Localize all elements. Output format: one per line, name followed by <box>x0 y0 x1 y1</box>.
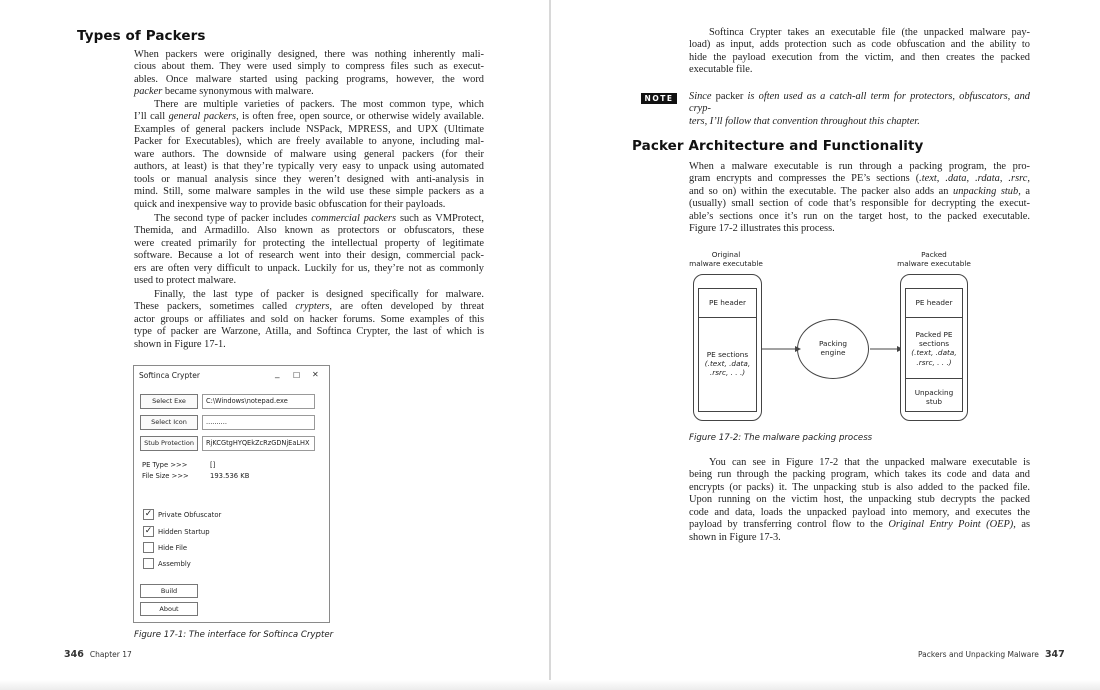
text-line: When a malware executable is run through a packing program, the pro- <box>689 161 1030 172</box>
text-line: executable file. <box>689 64 753 76</box>
text-line: You can see in Figure 17-2 that the unpacked malware executable is <box>709 457 1030 468</box>
minimize-icon[interactable]: _ <box>275 369 280 379</box>
arrow-to-engine-head <box>795 346 801 352</box>
stub-protection-button[interactable]: Stub Protection <box>140 436 198 451</box>
text-line: (usually) small section of code that’s responsible for decrypting the execut- <box>689 198 1030 210</box>
private-obfuscator-checkbox[interactable]: ✓ <box>144 509 153 519</box>
text-line: ables. Once malware started using packing programs, however, the word <box>134 73 484 85</box>
paragraph-1 <box>134 49 484 99</box>
hidden-startup-label: Hidden Startup <box>158 528 210 536</box>
note-text <box>689 91 1030 128</box>
text-line: packer became synonymous with malware. <box>134 86 314 98</box>
assembly-label: Assembly <box>158 560 191 568</box>
figure-17-1-caption: Figure 17-1: The interface for Softinca Crypter <box>134 630 334 640</box>
original-title-line-2: malware executable <box>689 259 763 268</box>
packed-pe-sections-label <box>905 330 963 367</box>
pe-type-value: [] <box>210 461 216 469</box>
stub-key-field[interactable]: RjKCGtgHYQEkZcRzGDNjEaLHX <box>202 436 315 451</box>
assembly-checkbox[interactable] <box>143 558 154 569</box>
text-line: ware authors. The downside of malware using general packers (for their <box>134 148 484 160</box>
chapter-label: Chapter 17 <box>89 650 132 659</box>
select-icon-button[interactable]: Select Icon <box>140 415 198 430</box>
text-line: authors, at least) is that they’re typically very easy to unpack using automated <box>134 161 484 173</box>
hidden-startup-checkbox[interactable]: ✓ <box>144 526 153 536</box>
exe-path-field[interactable]: C:\Windows\notepad.exe <box>202 394 315 409</box>
label-line: PE sections <box>706 350 749 359</box>
private-obfuscator-label: Private Obfuscator <box>158 511 222 519</box>
hide-file-label: Hide File <box>158 544 188 552</box>
text-line: Figure 17-2 illustrates this process. <box>689 223 835 235</box>
page-number-346: 346 <box>64 649 84 660</box>
label-line: .rsrc, . . .) <box>709 368 746 378</box>
original-pe-header-label: PE header <box>708 298 747 307</box>
text-line: Examples of general packers include NSPack, MPRESS, and UPX (Ultimate <box>134 123 484 135</box>
text-line: When packers were originally designed, there was nothing inherently mali- <box>134 49 484 60</box>
label-line: Packed PE <box>915 330 953 339</box>
text-line: and so on) within the executable. The packer also adds an unpacking stub, a <box>689 185 1030 197</box>
right-folio <box>918 649 1071 660</box>
label-line: Packing <box>818 339 848 348</box>
text-line: hide the payload execution from the victim, and then creates the packed <box>689 51 1030 63</box>
close-icon[interactable]: ✕ <box>312 370 319 379</box>
text-line: These packers, sometimes called crypters, are often developed by threat <box>134 301 484 313</box>
text-line: Upon running on the victim host, the unpacking stub decrypts the packed <box>689 494 1030 506</box>
figure-17-2-caption: Figure 17-2: The malware packing process <box>689 433 873 443</box>
about-button[interactable]: About <box>140 602 198 616</box>
text-line: encrypts (or packs) it. The unpacking stub is also added to the packed file. <box>689 481 1030 493</box>
book-spine <box>549 0 551 690</box>
section-heading-types-of-packers: Types of Packers <box>77 28 206 44</box>
text-line: were created primarily for protecting the intellectual property of legitimate <box>134 237 484 249</box>
text-line: I’ll call general packers, is often free, open source, or otherwise widely available. <box>134 111 484 123</box>
maximize-icon[interactable]: ☐ <box>293 371 301 380</box>
text-line: There are multiple varieties of packers. The most common type, which <box>154 99 484 110</box>
text-line: Themida, and Armadillo. Also known as protectors or obfuscators, these <box>134 225 484 237</box>
label-line: sections <box>918 339 950 349</box>
original-pe-sections-label <box>698 350 757 378</box>
text-line: software. Because a lot of research went into their design, commercial pack- <box>134 250 484 262</box>
running-head: Packers and Unpacking Malware <box>918 650 1039 659</box>
text-line: Finally, the last type of packer is designed specifically for malware. <box>154 289 484 300</box>
text-line: type of packer are Warzone, Atilla, and Softinca Crypter, the last of which is <box>134 326 484 338</box>
paragraph-3 <box>134 213 484 288</box>
label-line: engine <box>820 348 846 358</box>
section-heading-packer-architecture: Packer Architecture and Functionality <box>632 138 924 154</box>
text-line: cious about them. They were used simply to compress files such as execut- <box>134 61 484 73</box>
text-line: The second type of packer includes commercial packers such as VMProtect, <box>154 213 485 224</box>
text-line: Packer for Executables), which are freely available to anyone, including mal- <box>134 136 484 148</box>
label-line: Unpacking <box>914 388 954 397</box>
packed-title-line-2: malware executable <box>897 259 971 268</box>
text-line: ters, I’ll follow that convention throughout this chapter. <box>689 115 920 127</box>
text-line: shown in Figure 17-1. <box>134 338 226 350</box>
text-line: actor groups or affiliates and sold on hacker forums. Some examples of this <box>134 313 484 325</box>
build-button[interactable]: Build <box>140 584 198 598</box>
text-line: being run through the packing program, which takes its code and data and <box>689 469 1030 481</box>
label-line: stub <box>926 397 942 407</box>
note-badge: NOTE <box>641 93 677 104</box>
packed-pe-header-label: PE header <box>915 298 953 307</box>
text-line: Softinca Crypter takes an executable file (the unpacked malware pay- <box>709 27 1030 38</box>
original-title <box>686 250 766 268</box>
unpacking-stub-label <box>905 388 963 406</box>
intro-paragraph <box>689 27 1030 77</box>
text-line: mind. Still, some malware samples in the wild use these simple packers as a <box>134 186 484 198</box>
original-title-line-1: Original <box>711 250 741 259</box>
diagram-arrows <box>755 340 905 360</box>
hide-file-checkbox[interactable] <box>143 542 154 553</box>
packed-title-line-1: Packed <box>921 250 947 259</box>
text-line: Since packer is often used as a catch-all term for protectors, obfuscators, and cryp- <box>689 91 1030 115</box>
file-size-value: 193.536 KB <box>210 472 250 480</box>
select-exe-button[interactable]: Select Exe <box>140 394 198 409</box>
softinca-crypter-window <box>133 365 330 623</box>
text-line: tools or manual analysis since they weren’t designed with anti-analysis in <box>134 173 484 185</box>
pe-type-label: PE Type >>> <box>142 461 188 469</box>
window-title: Softinca Crypter <box>139 371 200 380</box>
label-line: (.text, .data, <box>704 359 751 369</box>
explanation-paragraph <box>689 457 1030 544</box>
label-line: (.text, .data, <box>911 348 957 358</box>
left-folio <box>58 649 132 660</box>
page-number-347: 347 <box>1044 649 1065 660</box>
paragraph-2 <box>134 99 484 211</box>
text-line: code and data, loads the unpacked payload into memory, and executes the <box>689 506 1030 518</box>
label-line: .rsrc, . . .) <box>916 357 952 367</box>
page-shadow <box>0 680 1100 690</box>
text-line: quick and inexpensive way to provide basic obfuscation for their payloads. <box>134 198 446 210</box>
text-line: shown in Figure 17-3. <box>689 531 781 543</box>
text-line: used to protect malware. <box>134 275 237 287</box>
text-line: ers are often very difficult to unpack. Luckily for us, they’re not as commonly <box>134 262 484 274</box>
text-line: load) as input, adds protection such as code obfuscation and the ability to <box>689 39 1030 51</box>
paragraph-4 <box>134 289 484 351</box>
architecture-paragraph <box>689 161 1030 236</box>
text-line: able’s sections once it’s run on the target host, to the packed executable. <box>689 210 1030 222</box>
icon-path-field[interactable]: .......... <box>202 415 315 430</box>
file-size-label: File Size >>> <box>142 472 189 480</box>
packed-title <box>893 250 975 268</box>
text-line: gram encrypts and compresses the PE’s sections (.text, .data, .rdata, .rsrc, <box>689 173 1030 185</box>
text-line: payload by transferring control flow to the Original Entry Point (OEP), as <box>689 519 1030 531</box>
